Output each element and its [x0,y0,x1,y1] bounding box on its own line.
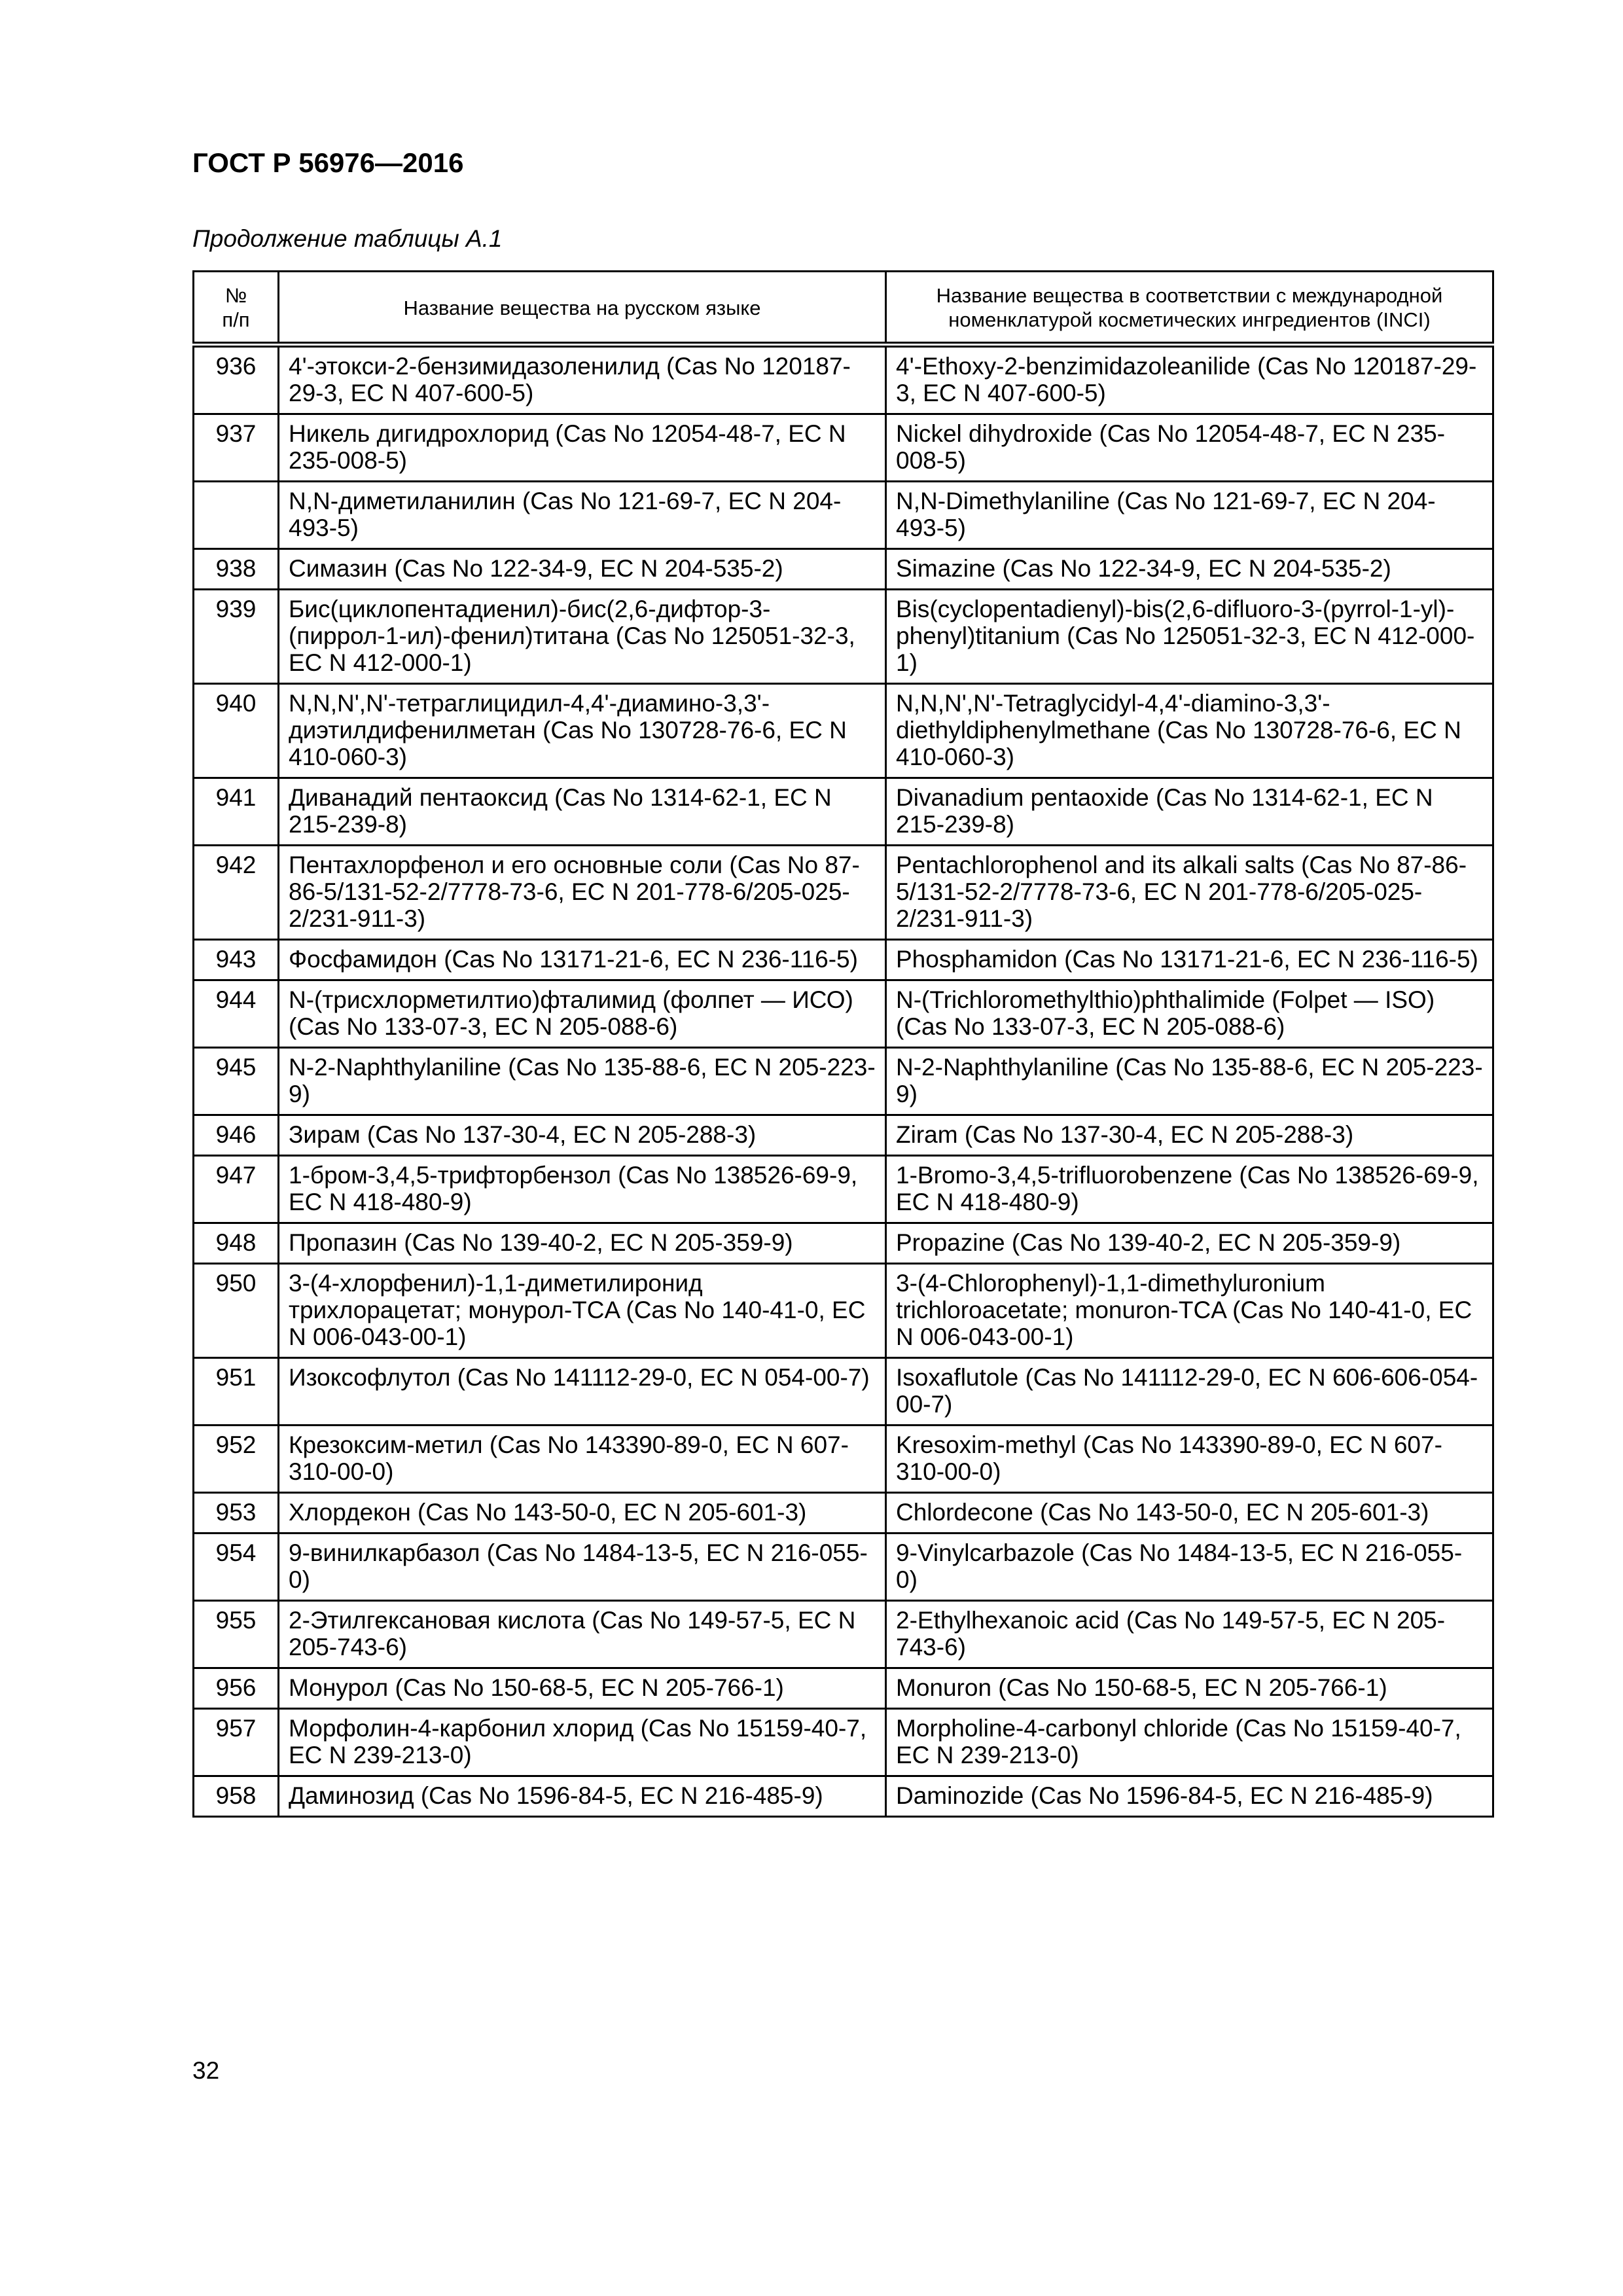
russian-name-cell: 9-винилкарбазол (Cas No 1484-13-5, EC N 216-055-0) [279,1534,886,1601]
inci-name-cell: Pentachlorophenol and its alkali salts (Cas No 87-86-5/131-52-2/7778-73-6, EC N 201-778-6/205-025-2/231-911-3) [886,846,1493,940]
inci-name-cell: 4'-Ethoxy-2-benzimidazoleanilide (Cas No 120187-29-3, EC N 407-600-5) [886,345,1493,414]
russian-name-cell: Диванадий пентаоксид (Cas No 1314-62-1, EC N 215-239-8) [279,778,886,846]
row-number-cell: 956 [194,1668,279,1709]
table-row [194,1601,1493,1668]
table-row [194,1048,1493,1115]
row-number-cell: 948 [194,1223,279,1264]
row-number-cell: 936 [194,345,279,414]
russian-name-cell: Крезоксим-метил (Cas No 143390-89-0, EC N 607-310-00-0) [279,1426,886,1493]
russian-name-cell: Симазин (Cas No 122-34-9, EC N 204-535-2) [279,549,886,590]
row-number-cell: 950 [194,1264,279,1358]
table-row [194,940,1493,980]
table-row [194,1776,1493,1817]
inci-name-cell: Morpholine-4-carbonyl chloride (Cas No 15159-40-7, EC N 239-213-0) [886,1709,1493,1776]
russian-name-cell: Монурол (Cas No 150-68-5, EC N 205-766-1) [279,1668,886,1709]
inci-name-cell: 2-Ethylhexanoic acid (Cas No 149-57-5, EC N 205-743-6) [886,1601,1493,1668]
russian-name-cell: Пропазин (Cas No 139-40-2, EC N 205-359-9) [279,1223,886,1264]
russian-name-cell: Морфолин-4-карбонил хлорид (Cas No 15159-40-7, EC N 239-213-0) [279,1709,886,1776]
table-row [194,778,1493,846]
russian-name-cell: 1-бром-3,4,5-трифторбензол (Cas No 138526-69-9, EC N 418-480-9) [279,1156,886,1223]
russian-name-cell: Зирам (Cas No 137-30-4, EC N 205-288-3) [279,1115,886,1156]
inci-name-cell: Divanadium pentaoxide (Cas No 1314-62-1, EC N 215-239-8) [886,778,1493,846]
row-number-cell: 957 [194,1709,279,1776]
row-number-cell: 941 [194,778,279,846]
row-number-cell: 954 [194,1534,279,1601]
row-number-cell: 952 [194,1426,279,1493]
row-number-cell: 940 [194,684,279,778]
table-row [194,1668,1493,1709]
inci-name-cell: Isoxaflutole (Cas No 141112-29-0, EC N 606-606-054-00-7) [886,1358,1493,1426]
row-number-cell: 944 [194,980,279,1048]
row-number-cell: 951 [194,1358,279,1426]
table-row [194,1115,1493,1156]
russian-name-cell: Фосфамидон (Cas No 13171-21-6, EC N 236-116-5) [279,940,886,980]
page-title: ГОСТ Р 56976—2016 [192,147,464,178]
row-number-cell: 939 [194,590,279,684]
russian-name-cell: Пентахлорфенол и его основные соли (Cas No 87-86-5/131-52-2/7778-73-6, EC N 201-778-6/205-025-2/231-911-3) [279,846,886,940]
table-row [194,1156,1493,1223]
inci-name-cell: Bis(cyclopentadienyl)-bis(2,6-difluoro-3-(pyrrol-1-yl)-phenyl)titanium (Cas No 125051-32-3, EC N 412-000-1) [886,590,1493,684]
inci-name-cell: Chlordecone (Cas No 143-50-0, EC N 205-601-3) [886,1493,1493,1534]
inci-name-cell: 3-(4-Chlorophenyl)-1,1-dimethyluronium trichloroacetate; monuron-TCA (Cas No 140-41-0, EC N 006-043-00-1) [886,1264,1493,1358]
inci-name-cell: N,N,N',N'-Tetraglycidyl-4,4'-diamino-3,3'-diethyldiphenylmethane (Cas No 130728-76-6, EC N 410-060-3) [886,684,1493,778]
table-row [194,1358,1493,1426]
row-number-cell: 945 [194,1048,279,1115]
russian-name-cell: N,N-диметиланилин (Cas No 121-69-7, EC N 204-493-5) [279,482,886,549]
inci-name-cell: 9-Vinylcarbazole (Cas No 1484-13-5, EC N 216-055-0) [886,1534,1493,1601]
table-row [194,414,1493,482]
russian-name-cell: Хлордекон (Cas No 143-50-0, EC N 205-601-3) [279,1493,886,1534]
row-number-cell: 942 [194,846,279,940]
table-row [194,1264,1493,1358]
page-number: 32 [192,2057,220,2084]
inci-name-cell: Nickel dihydroxide (Cas No 12054-48-7, EC N 235-008-5) [886,414,1493,482]
row-number-cell: 938 [194,549,279,590]
russian-name-cell: Никель дигидрохлорид (Cas No 12054-48-7, EC N 235-008-5) [279,414,886,482]
inci-name-cell: 1-Bromo-3,4,5-trifluorobenzene (Cas No 138526-69-9, EC N 418-480-9) [886,1156,1493,1223]
table-body [194,345,1493,1817]
row-number-cell: 958 [194,1776,279,1817]
table-row [194,549,1493,590]
row-number-cell: 955 [194,1601,279,1668]
russian-name-cell: N-2-Naphthylaniline (Cas No 135-88-6, EC N 205-223-9) [279,1048,886,1115]
table-row [194,590,1493,684]
inci-name-cell: Phosphamidon (Cas No 13171-21-6, EC N 236-116-5) [886,940,1493,980]
table-row [194,846,1493,940]
inci-name-cell: N,N-Dimethylaniline (Cas No 121-69-7, EC N 204-493-5) [886,482,1493,549]
russian-name-cell: N-(трисхлорметилтио)фталимид (фолпет — ИСО) (Cas No 133-07-3, EC N 205-088-6) [279,980,886,1048]
table-header-row [194,272,1493,345]
table-row [194,980,1493,1048]
row-number-cell: 943 [194,940,279,980]
inci-name-cell: N-2-Naphthylaniline (Cas No 135-88-6, EC N 205-223-9) [886,1048,1493,1115]
table-row [194,1426,1493,1493]
column-header-number: № п/п [194,272,279,345]
russian-name-cell: N,N,N',N'-тетраглицидил-4,4'-диамино-3,3'-диэтилдифенилметан (Cas No 130728-76-6, EC N 410-060-3) [279,684,886,778]
table-row [194,482,1493,549]
russian-name-cell: Даминозид (Cas No 1596-84-5, EC N 216-485-9) [279,1776,886,1817]
russian-name-cell: 2-Этилгексановая кислота (Cas No 149-57-5, EC N 205-743-6) [279,1601,886,1668]
column-header-russian-name: Название вещества на русском языке [279,272,886,345]
table-caption: Продолжение таблицы А.1 [192,225,503,252]
table-row [194,1534,1493,1601]
column-header-inci-name: Название вещества в соответствии с международной номенклатурой косметических ингредиентов (INCI) [886,272,1493,345]
inci-name-cell: Daminozide (Cas No 1596-84-5, EC N 216-485-9) [886,1776,1493,1817]
table-row [194,345,1493,414]
russian-name-cell: 4'-этокси-2-бензимидазоленилид (Cas No 120187-29-3, EC N 407-600-5) [279,345,886,414]
inci-name-cell: Monuron (Cas No 150-68-5, EC N 205-766-1) [886,1668,1493,1709]
table-row [194,1223,1493,1264]
table-row [194,1709,1493,1776]
row-number-cell: 947 [194,1156,279,1223]
table-row [194,684,1493,778]
russian-name-cell: Бис(циклопентадиенил)-бис(2,6-дифтор-3-(пиррол-1-ил)-фенил)титана (Cas No 125051-32-3, EC N 412-000-1) [279,590,886,684]
russian-name-cell: 3-(4-хлорфенил)-1,1-диметилиронид трихлорацетат; монурол-TCA (Cas No 140-41-0, EC N 006-043-00-1) [279,1264,886,1358]
row-number-cell: 946 [194,1115,279,1156]
inci-name-cell: Propazine (Cas No 139-40-2, EC N 205-359-9) [886,1223,1493,1264]
table-row [194,1493,1493,1534]
inci-name-cell: Ziram (Cas No 137-30-4, EC N 205-288-3) [886,1115,1493,1156]
row-number-cell: 953 [194,1493,279,1534]
inci-name-cell: N-(Trichloromethylthio)phthalimide (Folpet — ISO) (Cas No 133-07-3, EC N 205-088-6) [886,980,1493,1048]
row-number-cell [194,482,279,549]
inci-name-cell: Kresoxim-methyl (Cas No 143390-89-0, EC N 607-310-00-0) [886,1426,1493,1493]
russian-name-cell: Изоксофлутол (Cas No 141112-29-0, EC N 054-00-7) [279,1358,886,1426]
inci-name-cell: Simazine (Cas No 122-34-9, EC N 204-535-2) [886,549,1493,590]
substances-table [192,270,1494,1818]
row-number-cell: 937 [194,414,279,482]
